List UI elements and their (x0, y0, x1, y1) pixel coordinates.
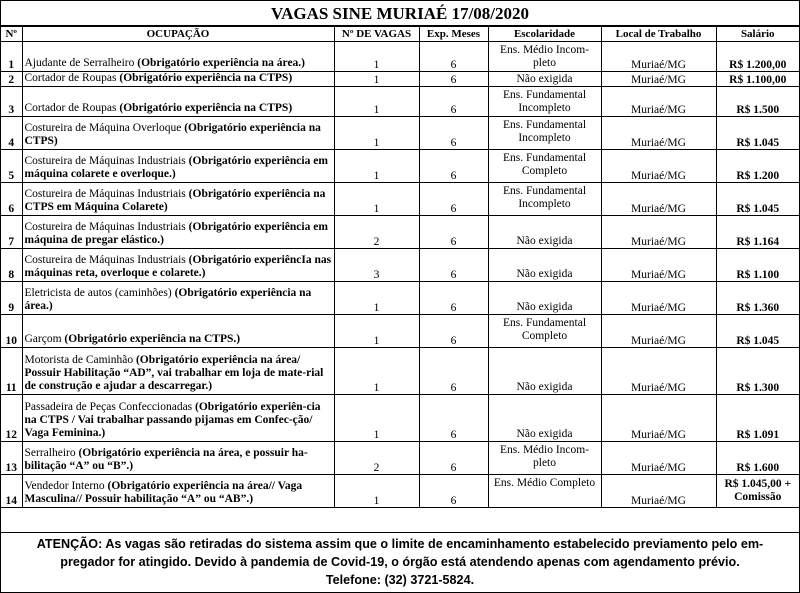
occupation-requirements: (Obrigatório experiência na área, e possuir ha-bilitação “A” ou “B”.) (24, 447, 308, 472)
notice-line-2: pregador for atingido. Devido à pandemia de Covid-19, o órgão está atendendo apenas com agendamento prévio. (60, 555, 740, 569)
work-location-cell: Muriaé/MG (601, 315, 716, 348)
education-cell: Ens. Médio Incom-pleto (488, 42, 601, 72)
experience-months-cell: 6 (419, 183, 488, 216)
work-location-cell: Muriaé/MG (601, 348, 716, 395)
salary-cell: R$ 1.091 (716, 395, 799, 442)
occupation-requirements: (Obrigatório experiência na CTPS) (24, 122, 321, 147)
education-cell: Ens. Fundamental Completo (488, 150, 601, 183)
experience-months-cell: 6 (419, 282, 488, 315)
salary-cell: R$ 1.045 (716, 315, 799, 348)
vacancies-cell: 3 (334, 249, 419, 282)
occupation-cell (22, 395, 334, 442)
education-cell: Não exigida (488, 72, 601, 87)
row-number: 8 (1, 249, 22, 282)
row-number: 14 (1, 475, 22, 508)
work-location-cell: Muriaé/MG (601, 87, 716, 117)
header-exp: Exp. Meses (419, 27, 488, 42)
occupation-title: Cortador de Roupas (24, 102, 120, 114)
table-row (1, 183, 799, 216)
vacancies-cell: 1 (334, 475, 419, 508)
row-number: 2 (1, 72, 22, 87)
work-location-cell: Muriaé/MG (601, 117, 716, 150)
occupation-title: Vendedor Interno (24, 480, 108, 492)
occupation-title: Costureira de Máquinas Industriais (24, 254, 189, 266)
work-location-cell: Muriaé/MG (601, 282, 716, 315)
salary-cell: R$ 1.200 (716, 150, 799, 183)
work-location-cell: Muriaé/MG (601, 72, 716, 87)
education-cell: Não exigida (488, 216, 601, 249)
occupation-cell (22, 442, 334, 475)
experience-months-cell: 6 (419, 117, 488, 150)
header-escolaridade: Escolaridade (488, 27, 601, 42)
header-ocupacao: OCUPAÇÃO (22, 27, 334, 42)
occupation-cell (22, 72, 334, 87)
education-cell: Ens. Fundamental Incompleto (488, 117, 601, 150)
vacancies-cell: 1 (334, 42, 419, 72)
vacancies-cell: 1 (334, 282, 419, 315)
salary-cell: R$ 1.164 (716, 216, 799, 249)
salary-cell: R$ 1.100,00 (716, 72, 799, 87)
experience-months-cell: 6 (419, 315, 488, 348)
education-cell: Não exigida (488, 395, 601, 442)
work-location-cell: Muriaé/MG (601, 442, 716, 475)
occupation-cell (22, 315, 334, 348)
row-number: 11 (1, 348, 22, 395)
occupation-requirements: (Obrigatório experiência na área.) (137, 57, 306, 69)
table-row (1, 395, 799, 442)
experience-months-cell: 6 (419, 72, 488, 87)
salary-cell: R$ 1.100 (716, 249, 799, 282)
jobs-table (1, 26, 799, 508)
occupation-title: Ajudante de Serralheiro (24, 57, 138, 69)
experience-months-cell: 6 (419, 395, 488, 442)
salary-cell: R$ 1.500 (716, 87, 799, 117)
occupation-cell (22, 348, 334, 395)
experience-months-cell: 6 (419, 475, 488, 508)
experience-months-cell: 6 (419, 87, 488, 117)
education-cell: Não exigida (488, 282, 601, 315)
work-location-cell: Muriaé/MG (601, 395, 716, 442)
vacancies-cell: 1 (334, 117, 419, 150)
education-cell: Ens. Fundamental Incompleto (488, 183, 601, 216)
header-vagas: Nº DE VAGAS (334, 27, 419, 42)
occupation-title: Passadeira de Peças Confeccionadas (24, 401, 196, 413)
education-cell: Ens. Fundamental Incompleto (488, 87, 601, 117)
experience-months-cell: 6 (419, 348, 488, 395)
work-location-cell: Muriaé/MG (601, 249, 716, 282)
vacancies-cell: 2 (334, 442, 419, 475)
vacancies-cell: 1 (334, 72, 419, 87)
row-number: 13 (1, 442, 22, 475)
table-row (1, 282, 799, 315)
occupation-requirements: (Obrigatório experiência na CTPS) (119, 102, 293, 114)
salary-cell: R$ 1.045,00 + Comissão (716, 475, 799, 508)
vacancies-cell: 1 (334, 315, 419, 348)
work-location-cell: Muriaé/MG (601, 150, 716, 183)
header-salario: Salário (716, 27, 799, 42)
vacancies-cell: 1 (334, 183, 419, 216)
occupation-title: Serralheiro (24, 447, 79, 459)
experience-months-cell: 6 (419, 216, 488, 249)
occupation-title: Costureira de Máquinas Industriais (24, 155, 189, 167)
work-location-cell: Muriaé/MG (601, 475, 716, 508)
row-number: 5 (1, 150, 22, 183)
table-row (1, 475, 799, 508)
education-cell: Ens. Médio Completo (488, 475, 601, 508)
occupation-requirements: (Obrigatório experiência na CTPS) (119, 72, 293, 84)
table-row (1, 442, 799, 475)
salary-cell: R$ 1.360 (716, 282, 799, 315)
table-header-row (1, 27, 799, 42)
row-number: 6 (1, 183, 22, 216)
occupation-title: Costureira de Máquina Overloque (24, 122, 185, 134)
row-number: 3 (1, 87, 22, 117)
occupation-cell (22, 282, 334, 315)
experience-months-cell: 6 (419, 442, 488, 475)
salary-cell: R$ 1.045 (716, 117, 799, 150)
occupation-requirements: (Obrigatório experiência em máquina de pregar elástico.) (24, 221, 328, 246)
work-location-cell: Muriaé/MG (601, 183, 716, 216)
occupation-title: Costureira de Máquinas Industriais (24, 188, 189, 200)
header-local: Local de Trabalho (601, 27, 716, 42)
occupation-requirements: (Obrigatório experiêncIa nas máquinas reta, overloque e colarete.) (24, 254, 332, 279)
page-title: VAGAS SINE MURIAÉ 17/08/2020 (1, 1, 799, 26)
occupation-cell (22, 475, 334, 508)
occupation-requirements: (Obrigatório experiência em máquina colarete e overloque.) (24, 155, 328, 180)
occupation-requirements: (Obrigatório experiência na área.) (24, 287, 312, 312)
salary-cell: R$ 1.045 (716, 183, 799, 216)
education-cell: Não exigida (488, 249, 601, 282)
row-number: 4 (1, 117, 22, 150)
education-cell: Não exigida (488, 348, 601, 395)
education-cell: Ens. Médio Incom-pleto (488, 442, 601, 475)
vacancies-cell: 1 (334, 348, 419, 395)
experience-months-cell: 6 (419, 42, 488, 72)
occupation-cell (22, 117, 334, 150)
occupation-cell (22, 216, 334, 249)
header-num: Nº (1, 27, 22, 42)
row-number: 9 (1, 282, 22, 315)
occupation-requirements: (Obrigatório experiência na área/ Possuir Habilitação “AD”, vai trabalhar em loja de mate-rial de construção e ajudar a descarregar.) (24, 354, 324, 392)
table-row (1, 216, 799, 249)
occupation-cell (22, 183, 334, 216)
occupation-title: Motorista de Caminhão (24, 354, 136, 366)
work-location-cell: Muriaé/MG (601, 216, 716, 249)
row-number: 7 (1, 216, 22, 249)
notice-line-1: ATENÇÃO: As vagas são retiradas do sistema assim que o limite de encaminhamento estabelecido previamento pelo em- (36, 537, 764, 551)
row-number: 1 (1, 42, 22, 72)
work-location-cell: Muriaé/MG (601, 42, 716, 72)
salary-cell: R$ 1.200,00 (716, 42, 799, 72)
table-row (1, 42, 799, 72)
table-row (1, 249, 799, 282)
experience-months-cell: 6 (419, 150, 488, 183)
occupation-title: Cortador de Roupas (24, 72, 120, 84)
notice-line-3: Telefone: (32) 3721-5824. (325, 573, 475, 587)
salary-cell: R$ 1.600 (716, 442, 799, 475)
row-number: 12 (1, 395, 22, 442)
table-row (1, 348, 799, 395)
table-row (1, 315, 799, 348)
occupation-cell (22, 249, 334, 282)
occupation-requirements: (Obrigatório experiência na CTPS.) (64, 333, 241, 345)
occupation-cell (22, 87, 334, 117)
vacancies-cell: 1 (334, 150, 419, 183)
education-cell: Ens. Fundamental Completo (488, 315, 601, 348)
occupation-title: Costureira de Máquinas Industriais (24, 221, 189, 233)
occupation-cell (22, 42, 334, 72)
salary-cell: R$ 1.300 (716, 348, 799, 395)
row-number: 10 (1, 315, 22, 348)
experience-months-cell: 6 (419, 249, 488, 282)
vacancies-cell: 1 (334, 87, 419, 117)
attention-notice (1, 532, 799, 592)
occupation-title: Garçom (24, 333, 65, 345)
vacancies-cell: 1 (334, 395, 419, 442)
vacancies-cell: 2 (334, 216, 419, 249)
table-row (1, 117, 799, 150)
occupation-requirements: (Obrigatório experiência na área// Vaga Masculina// Possuir habilitação “A” ou “AB”.) (24, 480, 303, 505)
table-row (1, 150, 799, 183)
occupation-requirements: (Obrigatório experiên-cia na CTPS / Vai trabalhar passando pijamas em Confec-ção/ Vaga Feminina.) (24, 401, 321, 439)
table-row (1, 72, 799, 87)
occupation-cell (22, 150, 334, 183)
table-row (1, 87, 799, 117)
occupation-requirements: (Obrigatório experiência na CTPS em Máquina Colarete) (24, 188, 326, 213)
occupation-title: Eletricista de autos (caminhões) (24, 287, 175, 299)
